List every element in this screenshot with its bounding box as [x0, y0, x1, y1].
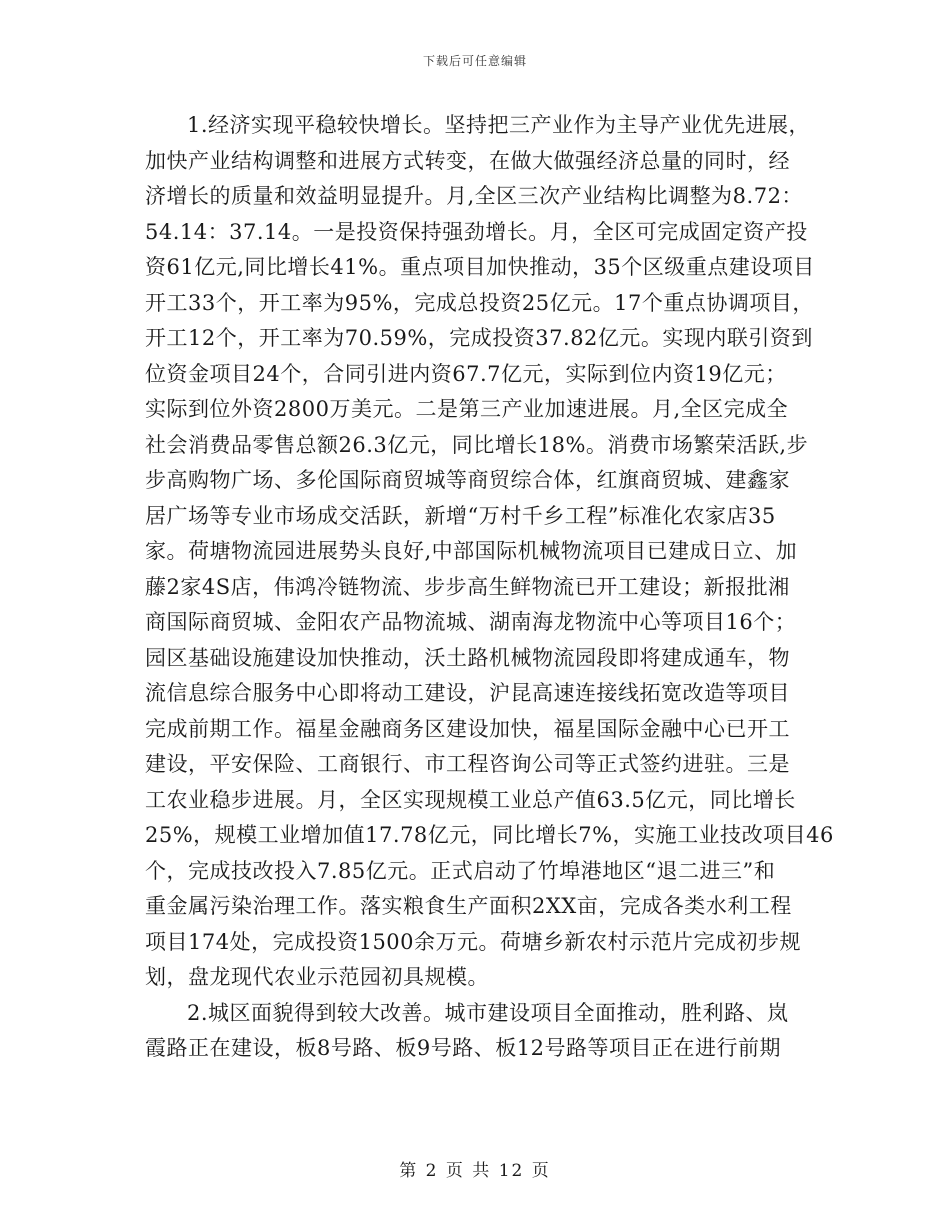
text-line: 开工33个，开工率为95%，完成总投资25亿元。17个重点协调项目， [145, 290, 814, 315]
text-line: 园区基础设施建设加快推动，沃土路机械物流园段即将建成通车，物 [145, 645, 790, 670]
text-line: 54.14：37.14。一是投资保持强劲增长。月，全区可完成固定资产投 [145, 219, 808, 244]
text-line: 重金属污染治理工作。落实粮食生产面积2XX亩，完成各类水利工程 [145, 894, 792, 918]
paragraph-economy [145, 108, 834, 996]
text-line: 位资金项目24个，合同引进内资67.7亿元，实际到位内资19亿元； [145, 361, 787, 386]
text-line: 实际到位外资2800万美元。二是第三产业加速进展。月,全区完成全 [145, 397, 789, 421]
page-header-note: 下载后可任意编辑 [422, 54, 527, 68]
text-line: 家。荷塘物流园进展势头良好,中部国际机械物流项目已建成日立、加 [145, 539, 798, 563]
text-line: 工农业稳步进展。月，全区实现规模工业总产值63.5亿元，同比增长 [145, 787, 796, 812]
text-line: 商国际商贸城、金阳农产品物流城、湖南海龙物流中心等项目16个； [145, 610, 797, 634]
text-line: 社会消费品零售总额26.3亿元，同比增长18%。消费市场繁荣活跃,步 [145, 432, 809, 457]
text-line: 建设，平安保险、工商银行、市工程咨询公司等正式签约进驻。三是 [145, 752, 790, 776]
text-line: 25%，规模工业增加值17.78亿元，同比增长7%，实施工业技改项目46 [145, 823, 834, 847]
text-line: 济增长的质量和效益明显提升。月,全区三次产业结构比调整为8.72： [145, 184, 803, 208]
document-body [145, 108, 834, 1067]
text-line: 项目174处，完成投资1500余万元。荷塘乡新农村示范片完成初步规 [145, 929, 802, 954]
text-line: 藤2家4S店，伟鸿冷链物流、步步高生鲜物流已开工建设；新报批湘 [145, 574, 790, 599]
text-line: 开工12个，开工率为70.59%，完成投资37.82亿元。实现内联引资到 [145, 326, 813, 350]
text-line: 步高购物广场、多伦国际商贸城等商贸综合体，红旗商贸城、建鑫家 [145, 468, 790, 492]
page-number: 第 2 页 共 12 页 [399, 1161, 551, 1181]
text-line: 加快产业结构调整和进展方式转变，在做大做强经济总量的同时，经 [145, 148, 790, 173]
text-line: 流信息综合服务中心即将动工建设，沪昆高速连接线拓宽改造等项目 [145, 681, 790, 705]
text-line: 划，盘龙现代农业示范园初具规模。 [145, 965, 489, 989]
paragraph-city [145, 996, 805, 1067]
text-line: 居广场等专业市场成交活跃，新增“万村千乡工程”标准化农家店35 [145, 503, 776, 528]
text-line: 霞路正在建设，板8号路、板9号路、板12号路等项目正在进行前期 [145, 1036, 781, 1060]
text-line: 资61亿元,同比增长41%。重点项目加快推动，35个区级重点建设项目 [145, 255, 815, 279]
text-line: 个，完成技改投入7.85亿元。正式启动了竹埠港地区“退二进三”和 [145, 858, 776, 883]
text-line: 完成前期工作。福星金融商务区建设加快，福星国际金融中心已开工 [145, 716, 790, 741]
text-line: 2.城区面貌得到较大改善。城市建设项目全面推动，胜利路、岚 [187, 1000, 789, 1025]
text-line: 1.经济实现平稳较快增长。坚持把三产业作为主导产业优先进展， [187, 113, 811, 137]
